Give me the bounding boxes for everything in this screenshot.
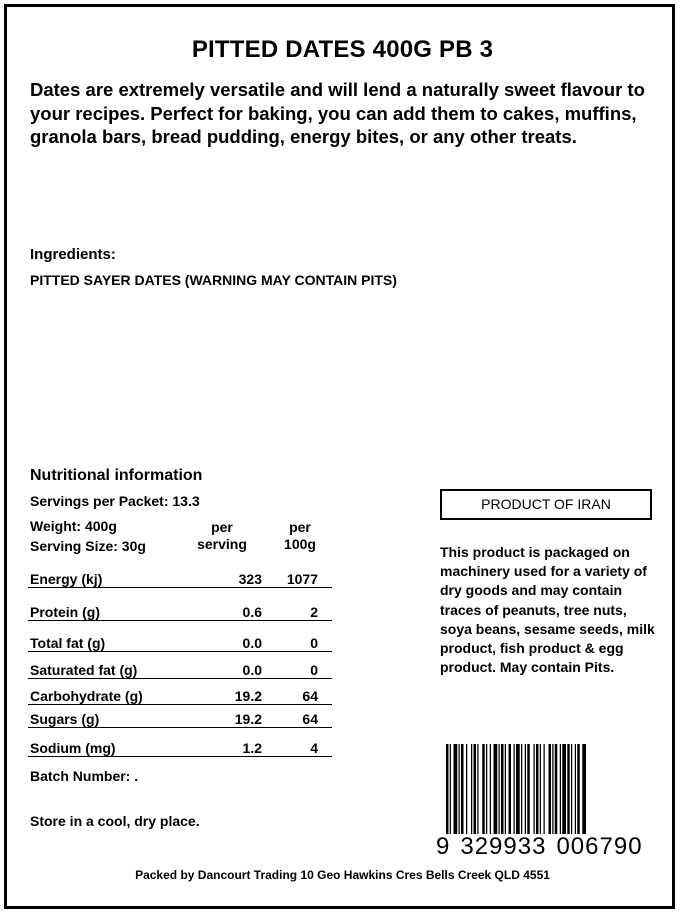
country-of-origin-box: PRODUCT OF IRAN xyxy=(440,489,652,520)
barcode-bar xyxy=(552,744,553,834)
barcode-bar xyxy=(459,744,460,834)
barcode-bar xyxy=(549,744,552,834)
per-100g-value: 64 xyxy=(272,704,332,727)
nutrient-label: Saturated fat (g) xyxy=(28,651,192,678)
col-header-per-serving xyxy=(190,519,254,553)
barcode-bar xyxy=(454,744,458,834)
barcode-bar xyxy=(536,744,539,834)
barcode-digit-group-2: 006790 xyxy=(556,833,643,860)
barcode-bar xyxy=(577,744,580,834)
product-description: Dates are extremely versatile and will lend a naturally sweet flavour to your recipes. Perfect for baking, you can add them to cakes, muffins, granola bars, bread pudding, energy bites, or any other treats. xyxy=(30,79,645,147)
barcode-bar xyxy=(516,744,520,834)
barcode-number xyxy=(436,833,643,861)
barcode-bar xyxy=(562,744,566,834)
barcode-bar xyxy=(525,744,526,834)
per-serving-value: 19.2 xyxy=(192,678,272,704)
nutrition-row xyxy=(28,587,332,620)
per-100g-value: 64 xyxy=(272,678,332,704)
col-header-per-serving-line2: serving xyxy=(197,536,247,552)
barcode-bar xyxy=(501,744,504,834)
allergen-statement: This product is packaged on machinery used for a variety of dry goods and may contain traces of peanuts, tree nuts, soya beans, sesame seeds, milk product, fish product & egg product. May contain Pits. xyxy=(440,544,655,676)
barcode-digit-prefix: 9 xyxy=(436,833,451,860)
per-100g-value: 2 xyxy=(272,587,332,620)
nutrition-table xyxy=(28,561,332,757)
nutrition-row xyxy=(28,727,332,756)
per-100g-value: 4 xyxy=(272,727,332,756)
barcode-bar xyxy=(567,744,570,834)
serving-size: Serving Size: 30g xyxy=(30,538,146,554)
col-header-per-serving-line1: per xyxy=(211,519,233,535)
barcode-bar xyxy=(494,744,498,834)
per-serving-value: 1.2 xyxy=(192,727,272,756)
barcode-bar xyxy=(450,744,451,834)
barcode-bar xyxy=(446,744,449,834)
barcode-bar xyxy=(505,744,506,834)
per-100g-value: 1077 xyxy=(272,561,332,587)
per-serving-value: 0.0 xyxy=(192,651,272,678)
col-header-per-100g-line2: 100g xyxy=(284,536,316,552)
barcode-bar xyxy=(555,744,558,834)
barcode-bar xyxy=(482,744,485,834)
per-serving-value: 323 xyxy=(192,561,272,587)
barcode-bar xyxy=(521,744,522,834)
weight: Weight: 400g xyxy=(30,518,117,534)
nutrition-row xyxy=(28,651,332,678)
nutrition-row xyxy=(28,678,332,704)
barcode-bar xyxy=(560,744,561,834)
barcode-bar xyxy=(544,744,545,834)
nutrient-label: Energy (kj) xyxy=(28,561,192,587)
per-serving-value: 0.0 xyxy=(192,620,272,651)
col-header-per-100g xyxy=(272,519,328,553)
barcode-bar xyxy=(527,744,530,834)
barcode-bar xyxy=(509,744,512,834)
nutrient-label: Protein (g) xyxy=(28,587,192,620)
batch-number: Batch Number: . xyxy=(30,768,139,784)
nutrition-row xyxy=(28,620,332,651)
barcode-bar xyxy=(490,744,491,834)
product-title: PITTED DATES 400G PB 3 xyxy=(191,36,494,63)
barcode-digit-group-1: 329933 xyxy=(460,833,547,860)
barcode-bar xyxy=(466,744,467,834)
storage-instructions: Store in a cool, dry place. xyxy=(30,813,200,829)
barcode-bar xyxy=(461,744,464,834)
barcode-bar xyxy=(582,744,586,834)
nutrient-label: Total fat (g) xyxy=(28,620,192,651)
ingredients-text: PITTED SAYER DATES (WARNING MAY CONTAIN PITS) xyxy=(30,272,397,288)
barcode-bar xyxy=(540,744,541,834)
nutrient-label: Sugars (g) xyxy=(28,704,192,727)
packer-address: Packed by Dancourt Trading 10 Geo Hawkins Cres Bells Creek QLD 4551 xyxy=(135,868,550,882)
nutrition-row xyxy=(28,704,332,727)
per-100g-value: 0 xyxy=(272,651,332,678)
nutrient-label: Carbohydrate (g) xyxy=(28,678,192,704)
nutrient-label: Sodium (mg) xyxy=(28,727,192,756)
servings-per-packet: Servings per Packet: 13.3 xyxy=(30,493,200,509)
per-serving-value: 19.2 xyxy=(192,704,272,727)
barcode-bar xyxy=(534,744,535,834)
per-100g-value: 0 xyxy=(272,620,332,651)
barcode-bar xyxy=(575,744,576,834)
nutrition-heading: Nutritional information xyxy=(30,467,203,484)
ingredients-heading: Ingredients: xyxy=(30,246,116,263)
barcode-bar xyxy=(474,744,477,834)
barcode-bar xyxy=(499,744,500,834)
barcode-bar xyxy=(514,744,515,834)
barcode-bar xyxy=(486,744,487,834)
per-serving-value: 0.6 xyxy=(192,587,272,620)
barcode-image xyxy=(446,744,636,834)
nutrition-row xyxy=(28,561,332,587)
col-header-per-100g-line1: per xyxy=(289,519,311,535)
barcode-bar xyxy=(471,744,472,834)
barcode-bar xyxy=(477,744,478,834)
barcode-bar xyxy=(571,744,572,834)
